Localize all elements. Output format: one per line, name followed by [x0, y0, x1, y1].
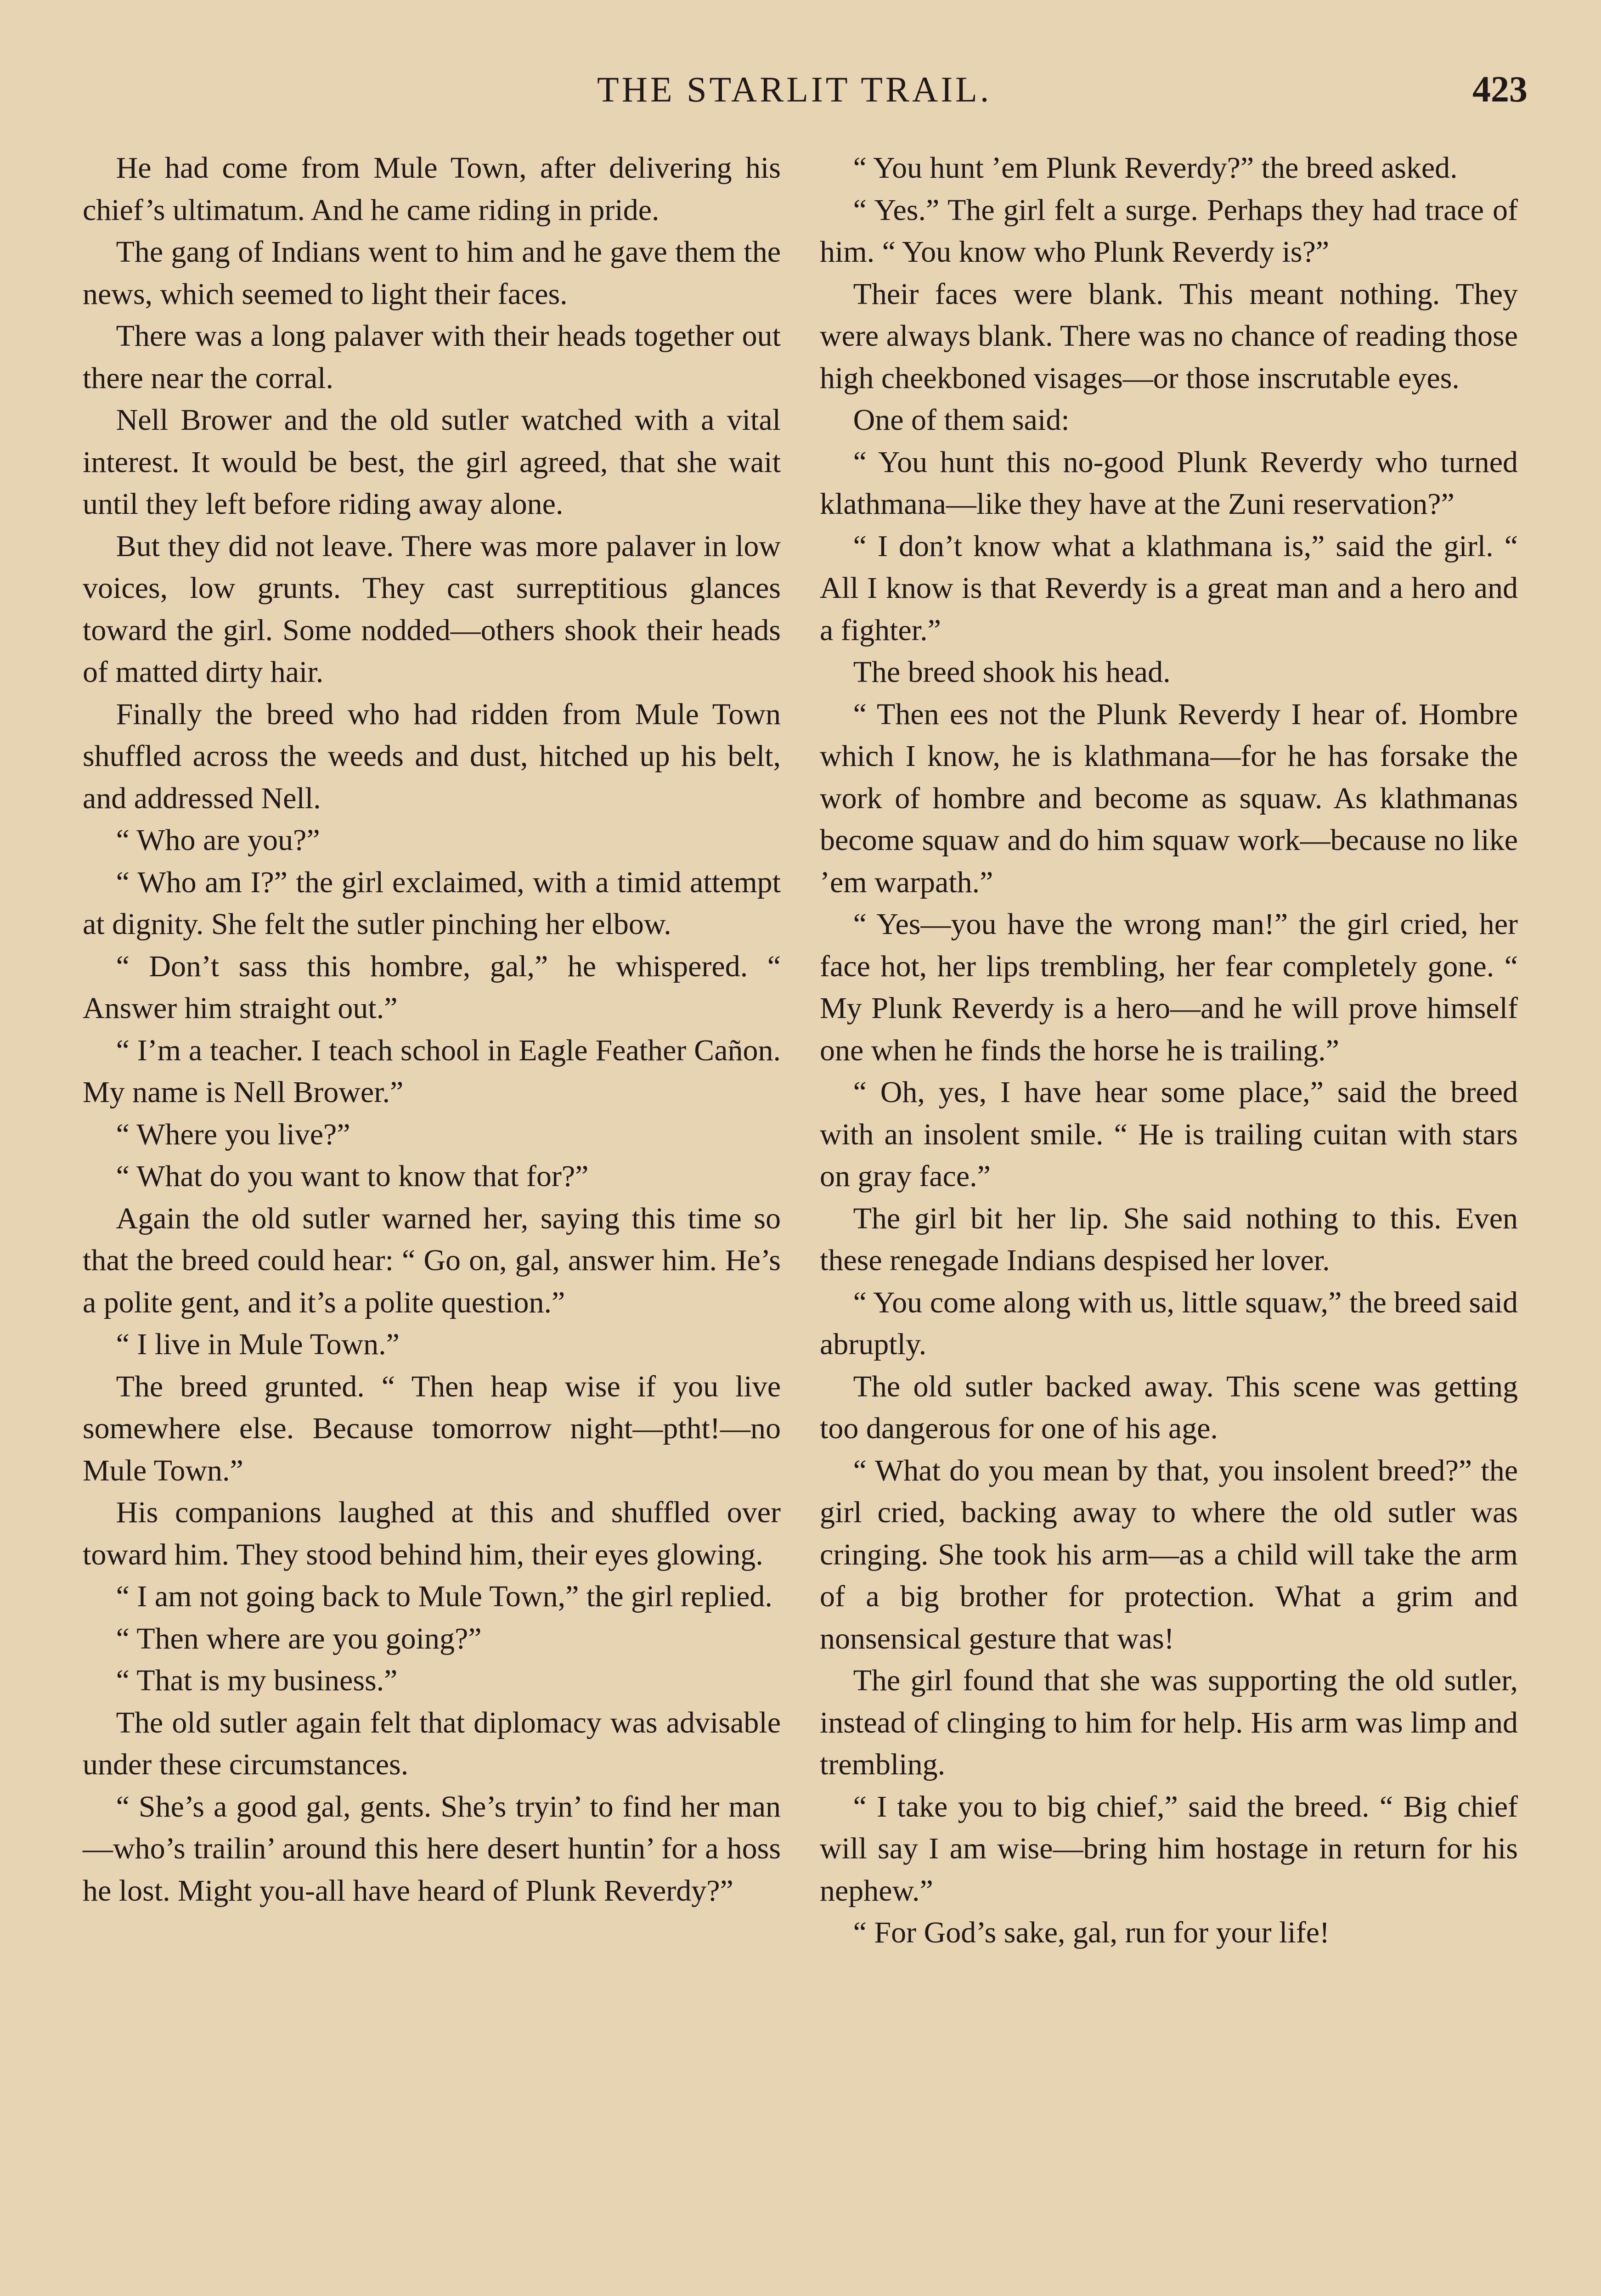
paragraph: “ Who am I?” the girl exclaimed, with a timid attempt at dignity. She felt the sutler pinching her elbow. — [83, 865, 781, 941]
paragraph: “ You hunt this no-good Plunk Reverdy who turned klathmana—like they have at the Zuni reservation?” — [820, 445, 1518, 521]
paragraph: “ What do you mean by that, you insolent breed?” the girl cried, backing away to where the old sutler was cringing. She took his arm—as a child will take the arm of a big brother for protection. What a grim and nonsensical gesture that was! — [820, 1453, 1518, 1655]
paragraph: “ You come along with us, little squaw,” the breed said abruptly. — [820, 1285, 1518, 1361]
paragraph: There was a long palaver with their heads together out there near the corral. — [83, 319, 781, 395]
paragraph: “ I’m a teacher. I teach school in Eagle Feather Cañon. My name is Nell Brower.” — [83, 1033, 781, 1109]
right-column — [820, 147, 1518, 1954]
paragraph: The breed grunted. “ Then heap wise if you live somewhere else. Because tomorrow night—ptht!—no Mule Town.” — [83, 1369, 781, 1487]
paragraph: The breed shook his head. — [853, 655, 1171, 689]
paragraph: “ I take you to big chief,” said the breed. “ Big chief will say I am wise—bring him hostage in return for his nephew.” — [820, 1790, 1518, 1908]
paragraph: “ Oh, yes, I have hear some place,” said the breed with an insolent smile. “ He is trailing cuitan with stars on gray face.” — [820, 1075, 1518, 1193]
paragraph: “ Don’t sass this hombre, gal,” he whispered. “ Answer him straight out.” — [83, 949, 781, 1025]
paragraph: The old sutler backed away. This scene was getting too dangerous for one of his age. — [820, 1369, 1518, 1445]
paragraph: He had come from Mule Town, after delivering his chief’s ultimatum. And he came riding in pride. — [83, 151, 781, 227]
paragraph: His companions laughed at this and shuffled over toward him. They stood behind him, their eyes glowing. — [83, 1496, 781, 1571]
running-header — [0, 69, 1601, 119]
paragraph: Nell Brower and the old sutler watched with a vital interest. It would be best, the girl agreed, that she wait until they left before riding away alone. — [83, 403, 781, 521]
page-number: 423 — [1472, 69, 1528, 110]
paragraph: “ That is my business.” — [116, 1664, 398, 1697]
paragraph: Their faces were blank. This meant nothing. They were always blank. There was no chance of reading those high cheekboned visages—or those inscrutable eyes. — [820, 277, 1518, 395]
paragraph: The girl bit her lip. She said nothing to this. Even these renegade Indians despised her lover. — [820, 1201, 1518, 1277]
paragraph: “ I am not going back to Mule Town,” the girl replied. — [116, 1580, 772, 1613]
paragraph: “ For God’s sake, gal, run for your life! — [853, 1916, 1330, 1949]
paragraph: The gang of Indians went to him and he gave them the news, which seemed to light their faces. — [83, 235, 781, 311]
paragraph: “ She’s a good gal, gents. She’s tryin’ to find her man—who’s trailin’ around this here desert huntin’ for a hoss he lost. Might you-all have heard of Plunk Reverdy?” — [83, 1790, 781, 1908]
left-column — [83, 147, 781, 1912]
paragraph: The old sutler again felt that diplomacy was advisable under these circumstances. — [83, 1705, 781, 1781]
paragraph: “ You hunt ’em Plunk Reverdy?” the breed asked. — [853, 151, 1458, 185]
paragraph: “ Where you live?” — [116, 1117, 350, 1151]
paragraph: “ Then ees not the Plunk Reverdy I hear of. Hombre which I know, he is klathmana—for he has forsake the work of hombre and become as squaw. As klathmanas become squaw and do him squaw work—because no like ’em warpath.” — [820, 697, 1518, 899]
paragraph: “ Yes.” The girl felt a surge. Perhaps they had trace of him. “ You know who Plunk Reverdy is?” — [820, 193, 1518, 269]
paragraph: The girl found that she was supporting the old sutler, instead of clinging to him for help. His arm was limp and trembling. — [820, 1664, 1518, 1781]
paragraph: “ I don’t know what a klathmana is,” said the girl. “ All I know is that Reverdy is a great man and a hero and a fighter.” — [820, 529, 1518, 647]
paragraph: “ Then where are you going?” — [116, 1621, 482, 1655]
paragraph: Again the old sutler warned her, saying this time so that the breed could hear: “ Go on, gal, answer him. He’s a polite gent, and it’s a polite question.” — [83, 1201, 781, 1319]
paragraph: One of them said: — [853, 403, 1070, 437]
running-title: THE STARLIT TRAIL. — [597, 69, 992, 109]
paragraph: “ I live in Mule Town.” — [116, 1328, 400, 1361]
paragraph: “ Yes—you have the wrong man!” the girl cried, her face hot, her lips trembling, her fear completely gone. “ My Plunk Reverdy is a hero—and he will prove himself one when he finds the horse he is trailing.” — [820, 907, 1518, 1067]
paragraph: But they did not leave. There was more palaver in low voices, low grunts. They cast surreptitious glances toward the girl. Some nodded—others shook their heads of matted dirty hair. — [83, 529, 781, 689]
paragraph: “ Who are you?” — [116, 823, 320, 857]
paragraph: “ What do you want to know that for?” — [116, 1159, 589, 1193]
paragraph: Finally the breed who had ridden from Mule Town shuffled across the weeds and dust, hitched up his belt, and addressed Nell. — [83, 697, 781, 815]
